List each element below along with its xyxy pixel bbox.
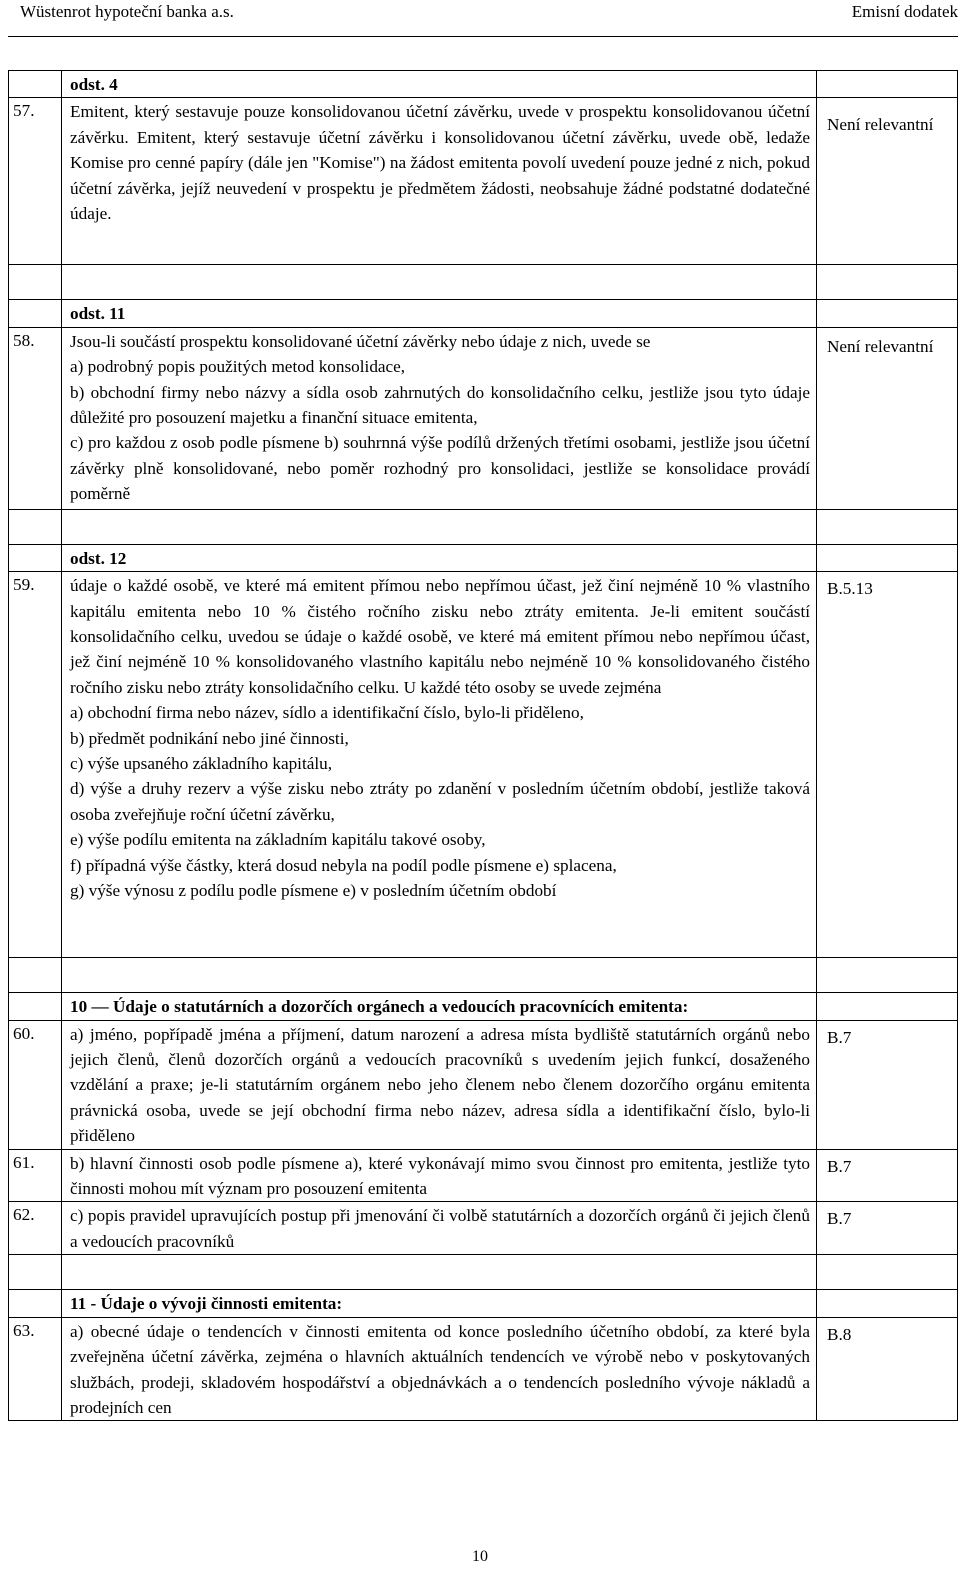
header-company: Wüstenrot hypoteční banka a.s. (20, 2, 234, 21)
row-text: c) popis pravidel upravujících postup při jmenování či volbě statutárních a dozorčích orgánů či jejich členů a vedoucích pracovníků (62, 1202, 817, 1255)
spacer-row (9, 509, 958, 544)
row-reference: B.7 (817, 1020, 958, 1149)
table-row (9, 1317, 958, 1421)
table-row (9, 1202, 958, 1255)
row-text: a) obecné údaje o tendencích v činnosti emitenta od konce posledního účetního období, za které byla zveřejněna účetní závěrka, zejména o hlavních aktuálních tendencích ve výrobě nebo v poskytovaných službách, prodeji, skladovém hospodářství a objednávkách a o tendencích posledního vývoje nákladů a prodejních cen (62, 1317, 817, 1421)
odst-label: odst. 4 (70, 75, 118, 94)
row-reference: B.5.13 (817, 572, 958, 958)
row-text: b) hlavní činnosti osob podle písmene a), které vykonávají mimo svou činnost pro emitenta, jestliže tyto činnosti mohou mít význam pro posouzení emitenta (62, 1149, 817, 1202)
section-heading-11: 11 - Údaje o vývoji činnosti emitenta: (62, 1290, 817, 1317)
row-number: 57. (9, 98, 62, 265)
row-number: 59. (9, 572, 62, 958)
requirements-table (8, 70, 958, 1421)
spacer-row (9, 265, 958, 300)
row-reference: B.8 (817, 1317, 958, 1421)
header-rule (8, 36, 958, 37)
table-row (9, 98, 958, 265)
table-row (9, 572, 958, 958)
row-text: Emitent, který sestavuje pouze konsolidovanou účetní závěrku, uvede v prospektu konsolidovanou účetní závěrku. Emitent, který sestavuje účetní závěrku i konsolidovanou účetní závěrku, uvede obě, ledaže Komise pro cenné papíry (dále jen "Komise") na žádost emitenta povolí uvedení pouze jedné z nich, pokud účetní závěrka, jejíž neuvedení v prospektu je předmětem žádosti, neobsahuje žádné podstatné dodatečné údaje. (62, 98, 817, 265)
row-number: 61. (9, 1149, 62, 1202)
row-number: 63. (9, 1317, 62, 1421)
row-text: a) jméno, popřípadě jména a příjmení, datum narození a adresa místa bydliště statutárních orgánů nebo jejich členů, členů dozorčích orgánů a vedoucích pracovníků s uvedením jejich funkcí, dosaženého vzdělání a praxe; je-li statutárním orgánem nebo jeho členem nebo členem dozorčího orgánu emitenta právnická osoba, uvede se její obchodní firma nebo název, adresa sídla a identifikační číslo, bylo-li přiděleno (62, 1020, 817, 1149)
header-document-title: Emisní dodatek (851, 2, 958, 21)
row-text: Jsou-li součástí prospektu konsolidované účetní závěrky nebo údaje z nich, uvede se a) podrobný popis použitých metod konsolidace, b) obchodní firmy nebo názvy a sídla osob zahrnutých do konsolidačního celku, jestliže jsou tyto údaje důležité pro posouzení majetku a finanční situace emitenta, c) pro každou z osob podle písmene b) souhrnná výše podílů držených třetími osobami, jestliže jsou účetní závěrky plně konsolidované, nebo poměr rozhodný pro konsolidaci, jestliže se konsolidace provádí poměrně (62, 327, 817, 509)
row-reference: Není relevantní (817, 327, 958, 509)
row-reference: B.7 (817, 1149, 958, 1202)
table-row (9, 993, 958, 1020)
row-reference: Není relevantní (817, 98, 958, 265)
page-header (0, 0, 960, 38)
section-heading-10: 10 — Údaje o statutárních a dozorčích orgánech a vedoucích pracovnících emitenta: (62, 993, 817, 1020)
row-reference: B.7 (817, 1202, 958, 1255)
table-row (9, 327, 958, 509)
table-row (9, 1149, 958, 1202)
row-text: údaje o každé osobě, ve které má emitent přímou nebo nepřímou účast, jež činí nejméně 10 % vlastního kapitálu emitenta nebo 10 % čistého ročního zisku nebo ztráty emitenta. Je-li emitent součástí konsolidačního celku, uvedou se údaje o každé osobě, ve které má emitent přímou nebo nepřímou účast, jež činí nejméně 10 % konsolidovaného vlastního kapitálu nebo nejméně 10 % konsolidovaného čistého ročního zisku nebo ztráty konsolidačního celku. U každé této osoby se uvede zejména a) obchodní firma nebo název, sídlo a identifikační číslo, bylo-li přiděleno, b) předmět podnikání nebo jiné činnosti, c) výše upsaného základního kapitálu, d) výše a druhy rezerv a výše zisku nebo ztráty po zdanění v posledním účetním období, jestliže taková osoba zveřejňuje roční účetní závěrku, e) výše podílu emitenta na základním kapitálu takové osoby, f) případná výše částky, která dosud nebyla na podíl podle písmene e) splacena, g) výše výnosu z podílu podle písmene e) v posledním účetním období (62, 572, 817, 958)
odst-label: odst. 12 (70, 548, 127, 568)
table-row (9, 544, 958, 571)
odst-label: odst. 11 (70, 304, 126, 324)
page-number: 10 (472, 1548, 488, 1565)
spacer-row (9, 1255, 958, 1290)
table-row (9, 1290, 958, 1317)
spacer-row (9, 958, 958, 993)
row-number: 62. (9, 1202, 62, 1255)
table-row (9, 1020, 958, 1149)
row-number: 60. (9, 1020, 62, 1149)
table-row (9, 71, 958, 98)
row-number: 58. (9, 327, 62, 509)
table-row (9, 300, 958, 327)
